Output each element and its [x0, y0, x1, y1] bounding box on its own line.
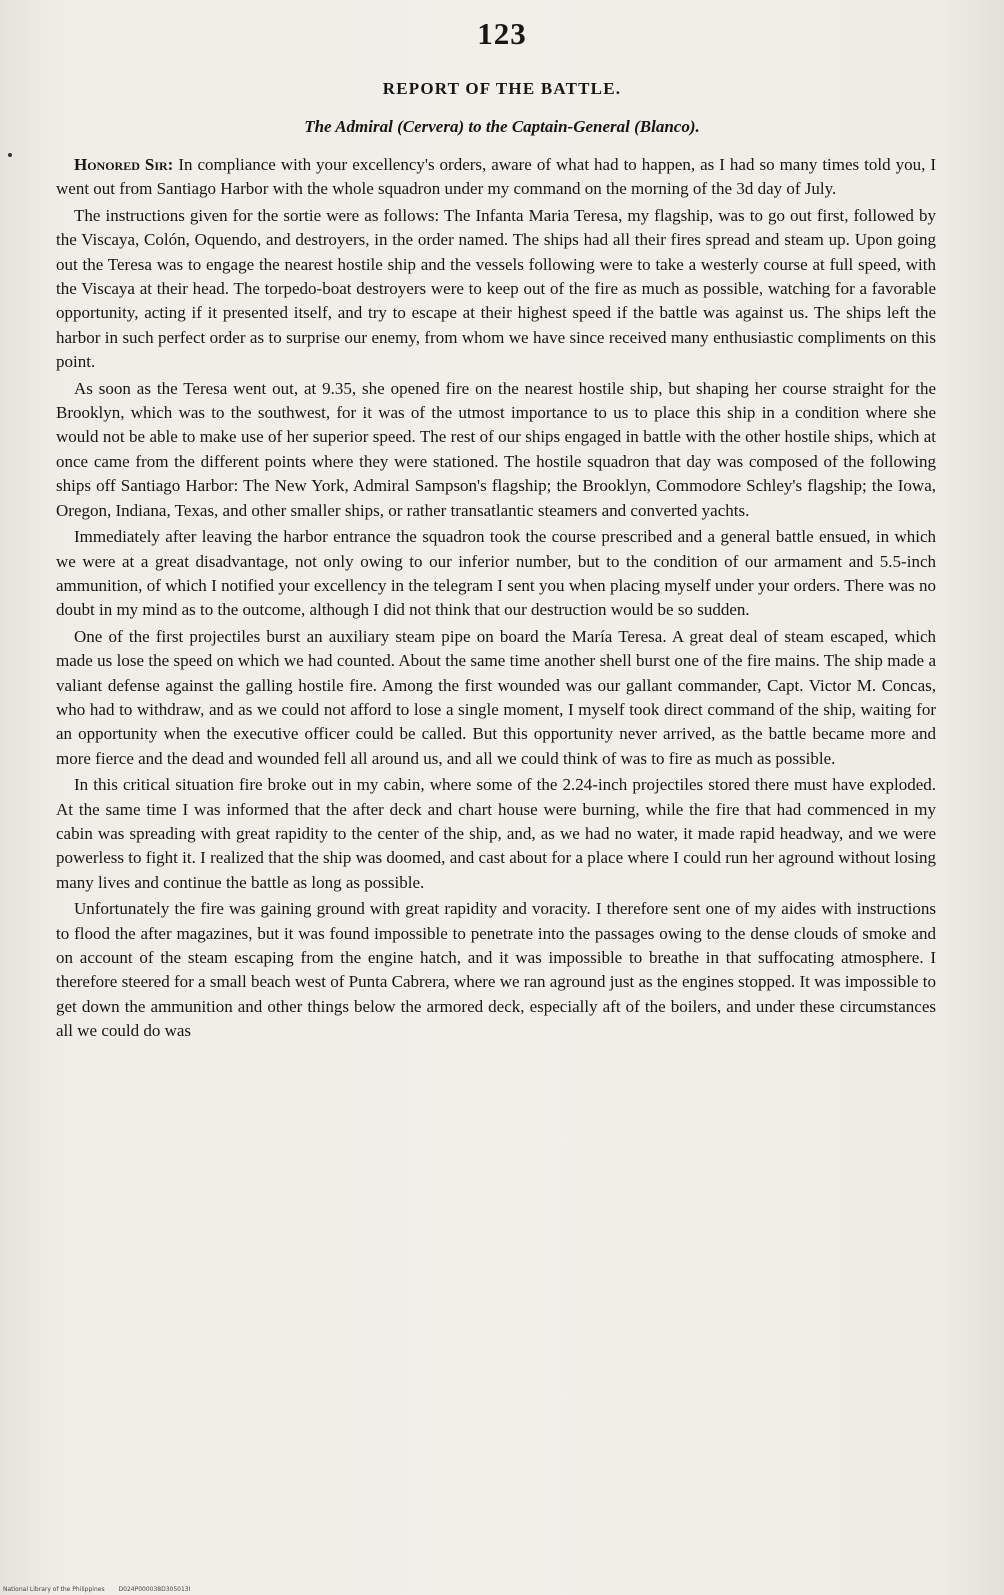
paragraph-text: In compliance with your excellency's orders, aware of what had to happen, as I had so many times told you, I went out from Santiago Harbor with the whole squadron under my command on the morning of the 3d day of July. — [56, 155, 936, 199]
paragraph-6: In this critical situation fire broke out in my cabin, where some of the 2.24-inch projectiles stored there must have exploded. At the same time I was informed that the after deck and chart house were burning, while the fire that had commenced in my cabin was spreading with great rapidity to the center of the ship, and, as we had no water, it made rapid headway, and we were powerless to fight it. I realized that the ship was doomed, and cast about for a place where I could run her aground without losing many lives and continue the battle as long as possible. — [56, 775, 936, 892]
paragraph-2: The instructions given for the sortie were as follows: The Infanta Maria Teresa, my flagship, was to go out first, followed by the Viscaya, Colón, Oquendo, and destroyers, in the order named. The ships had all their fires spread and steam up. Upon going out the Teresa was to engage the nearest hostile ship and the vessels following were to take a westerly course at full speed, with the Viscaya at their head. The torpedo-boat destroyers were to keep out of the fire as much as possible, watching for a favorable opportunity, acting if it presented itself, and try to escape at their highest speed if the battle was against us. The ships left the harbor in such perfect order as to surprise our enemy, from whom we have since received many enthusiastic compliments on this point. — [56, 205, 936, 372]
paragraph-7: Unfortunately the fire was gaining ground with great rapidity and voracity. I therefore sent one of my aides with instructions to flood the after magazines, but it was found impossible to penetrate into the passages owing to the dense clouds of smoke and on account of the steam escaping from the engine hatch, and it was impossible to breathe in that suffocating atmosphere. I therefore steered for a small beach west of Punta Cabrera, where we ran aground just as the engines stopped. It was impossible to get down the ammunition and other things below the armored deck, especially aft of the boilers, and under these circumstances all we could do was — [56, 899, 936, 1041]
section-title: REPORT OF THE BATTLE. — [382, 79, 622, 98]
report-body — [56, 153, 936, 1046]
page-number: 123 — [477, 16, 527, 51]
scan-code: D024P000038D305013I — [118, 1586, 191, 1593]
paragraph-4: Immediately after leaving the harbor entrance the squadron took the course prescribed and a general battle ensued, in which we were at a great disadvantage, not only owing to our inferior number, but to the condition of our armament and 5.5-inch ammunition, of which I notified your excellency in the telegram I sent you when placing myself under your orders. There was no doubt in my mind as to the outcome, although I did not think that our destruction would be so sudden. — [56, 527, 936, 620]
paragraph-1 — [56, 153, 936, 202]
scan-footer — [3, 1586, 202, 1593]
library-credit: National Library of the Philippines — [3, 1586, 105, 1593]
report-subtitle: The Admiral (Cervera) to the Captain-General (Blanco). — [304, 117, 700, 136]
paragraph-3: As soon as the Teresa went out, at 9.35, she opened fire on the nearest hostile ship, but shaping her course straight for the Brooklyn, which was to the southwest, for it was of the utmost importance to us to place this ship in a condition where she would not be able to make use of her superior speed. The rest of our ships engaged in battle with the other hostile ships, which at once came from the different points where they were stationed. The hostile squadron that day was composed of the following ships off Santiago Harbor: The New York, Admiral Sampson's flagship; the Brooklyn, Commodore Schley's flagship; the Iowa, Oregon, Indiana, Texas, and other smaller ships, or rather transatlantic steamers and converted yachts. — [56, 378, 936, 520]
paragraph-5: One of the first projectiles burst an auxiliary steam pipe on board the María Teresa. A great deal of steam escaped, which made us lose the speed on which we had counted. About the same time another shell burst one of the fire mains. The ship made a valiant defense against the galling hostile fire. Among the first wounded was our gallant commander, Capt. Victor M. Concas, who had to withdraw, and as we could not afford to lose a single moment, I myself took direct command of the ship, waiting for an opportunity when the executive officer could be called. But this opportunity never arrived, as the battle became more and more fierce and the dead and wounded fell all around us, and all we could think of was to fire as much as possible. — [56, 626, 936, 768]
margin-mark — [8, 153, 12, 157]
salutation: Honored Sir: — [74, 155, 174, 174]
